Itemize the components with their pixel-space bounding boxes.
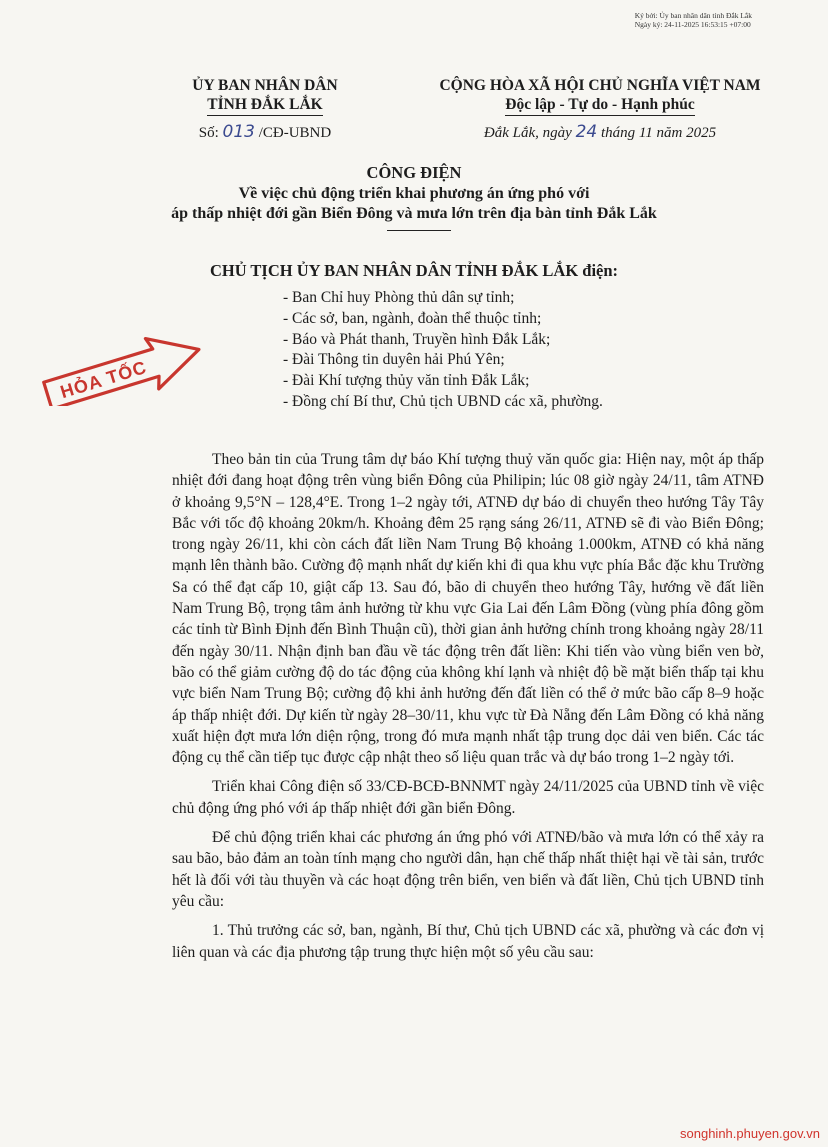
- issue-date: Đắk Lắk, ngày 24 tháng 11 năm 2025: [483, 122, 717, 142]
- national-header: [400, 76, 800, 116]
- document-subject: [60, 184, 768, 224]
- recipient-item: - Báo và Phát thanh, Truyền hình Đắk Lắk;: [283, 330, 551, 348]
- recipient-item: - Đài Khí tượng thủy văn tỉnh Đắk Lắk;: [283, 372, 530, 390]
- urgent-stamp: [30, 326, 220, 406]
- document-title: CÔNG ĐIỆN: [366, 163, 462, 182]
- signature-date: Ngày ký: 24-11-2025 16:53:15 +07:00: [634, 20, 751, 29]
- recipient-item: - Đài Thông tin duyên hải Phú Yên;: [283, 351, 505, 369]
- handwritten-day: 24: [575, 122, 598, 142]
- document-number: Số: 013 /CĐ-UBND: [198, 122, 332, 142]
- national-motto: Độc lập - Tự do - Hạnh phúc: [505, 95, 694, 116]
- paragraph-forecast: Theo bản tin của Trung tâm dự báo Khí tượng thuỷ văn quốc gia: Hiện nay, một áp thấp nhiệt đới đang hoạt động trên vùng biển Đông của Philipin; lúc 08 giờ ngày 24/11, tâm ATNĐ ở khoảng 9,5°N – 128,4°E. Trong 1–2 ngày tới, ATNĐ dự báo di chuyển theo hướng Tây Tây Bắc với tốc độ khoảng 20km/h. Khoảng đêm 25 rạng sáng 26/11, ATNĐ sẽ đi vào Biển Đông; trong ngày 26/11, khi còn cách đất liền Nam Trung Bộ khoảng 1.000km, ATNĐ có khả năng mạnh lên thành bão. Cường độ mạnh nhất dự kiến khi đi qua khu vực phía Bắc đặc khu Trường Sa có thể đạt cấp 10, giật cấp 13. Sau đó, bão di chuyển theo hướng Tây, hướng về đất liền Nam Trung Bộ, trọng tâm ảnh hưởng từ khu vực Gia Lai đến Lâm Đồng (vùng phía đông gồm các tỉnh từ Bình Định đến Bình Thuận cũ), thời gian ảnh hưởng chính trong khoảng ngày 28/11 đến ngày 30/11. Nhận định ban đầu về tác động trên đất liền: Khi tiến vào vùng biển ven bờ, bão có thể giảm cường độ do tác động của không khí lạnh và nhiệt độ bề mặt biển thấp tại khu vực biển Nam Trung Bộ; cường độ khi ảnh hưởng đến đất liền có thể ở mức bão cấp 8–9 hoặc áp thấp nhiệt đới. Dự kiến từ ngày 28–30/11, khu vực từ Đà Nẵng đến Lâm Đồng có khả năng xuất hiện đợt mưa lớn diện rộng, trong đó mưa mạnh nhất tập trung dọc dải ven biển. Các tác động cụ thể cần tiếp tục được cập nhật theo số liệu quan trắc và dự báo trong 1–2 ngày tới.: [172, 451, 764, 767]
- subject-line1: Về việc chủ động triển khai phương án ứng phó với: [238, 185, 590, 202]
- issuing-authority-line2: TỈNH ĐẮK LẮK: [207, 95, 322, 116]
- recipient-item: - Đồng chí Bí thư, Chủ tịch UBND các xã, phường.: [283, 392, 603, 410]
- stamp-text: HỎA TỐC: [57, 357, 150, 403]
- paragraph-item-1: 1. Thủ trưởng các sở, ban, ngành, Bí thư, Chủ tịch UBND các xã, phường và các đơn vị liên quan và các địa phương tập trung thực hiện một số yêu cầu sau:: [172, 922, 764, 961]
- nation-name: CỘNG HÒA XÃ HỘI CHỦ NGHĨA VIỆT NAM: [439, 77, 761, 94]
- recipient-list: [283, 288, 603, 413]
- recipient-item: - Các sở, ban, ngành, đoàn thể thuộc tỉnh;: [283, 309, 542, 327]
- subject-line2: áp thấp nhiệt đới gần Biển Đông và mưa lớn trên địa bàn tỉnh Đắk Lắk: [171, 205, 657, 222]
- issuing-authority-line1: ỦY BAN NHÂN DÂN: [192, 77, 338, 94]
- source-watermark: songhinh.phuyen.gov.vn: [680, 1126, 820, 1141]
- paragraph-purpose: Để chủ động triển khai các phương án ứng phó với ATNĐ/bão và mưa lớn có thể xảy ra sau bão, bảo đảm an toàn tính mạng cho người dân, hạn chế thấp nhất thiệt hại về tài sản, trước hết là đối với tàu thuyền và các hoạt động trên biển, ven biển và đất liền, Chủ tịch UBND tỉnh yêu cầu:: [172, 829, 764, 910]
- digital-signature-note: [635, 11, 752, 29]
- title-underline: [387, 230, 451, 231]
- paragraph-implementation: Triển khai Công điện số 33/CĐ-BCĐ-BNNMT ngày 24/11/2025 của UBND tỉnh về việc chủ động ứng phó với áp thấp nhiệt đới gần biển Đông.: [172, 778, 764, 817]
- sender-line: CHỦ TỊCH ỦY BAN NHÂN DÂN TỈNH ĐẮK LẮK điện:: [209, 261, 619, 280]
- issuing-authority: [150, 76, 380, 116]
- signature-signer: Ký bởi: Ủy ban nhân dân tỉnh Đắk Lắk: [634, 11, 752, 20]
- document-body: [172, 449, 764, 971]
- handwritten-number: 013: [222, 122, 255, 142]
- recipient-item: - Ban Chỉ huy Phòng thủ dân sự tỉnh;: [283, 289, 515, 306]
